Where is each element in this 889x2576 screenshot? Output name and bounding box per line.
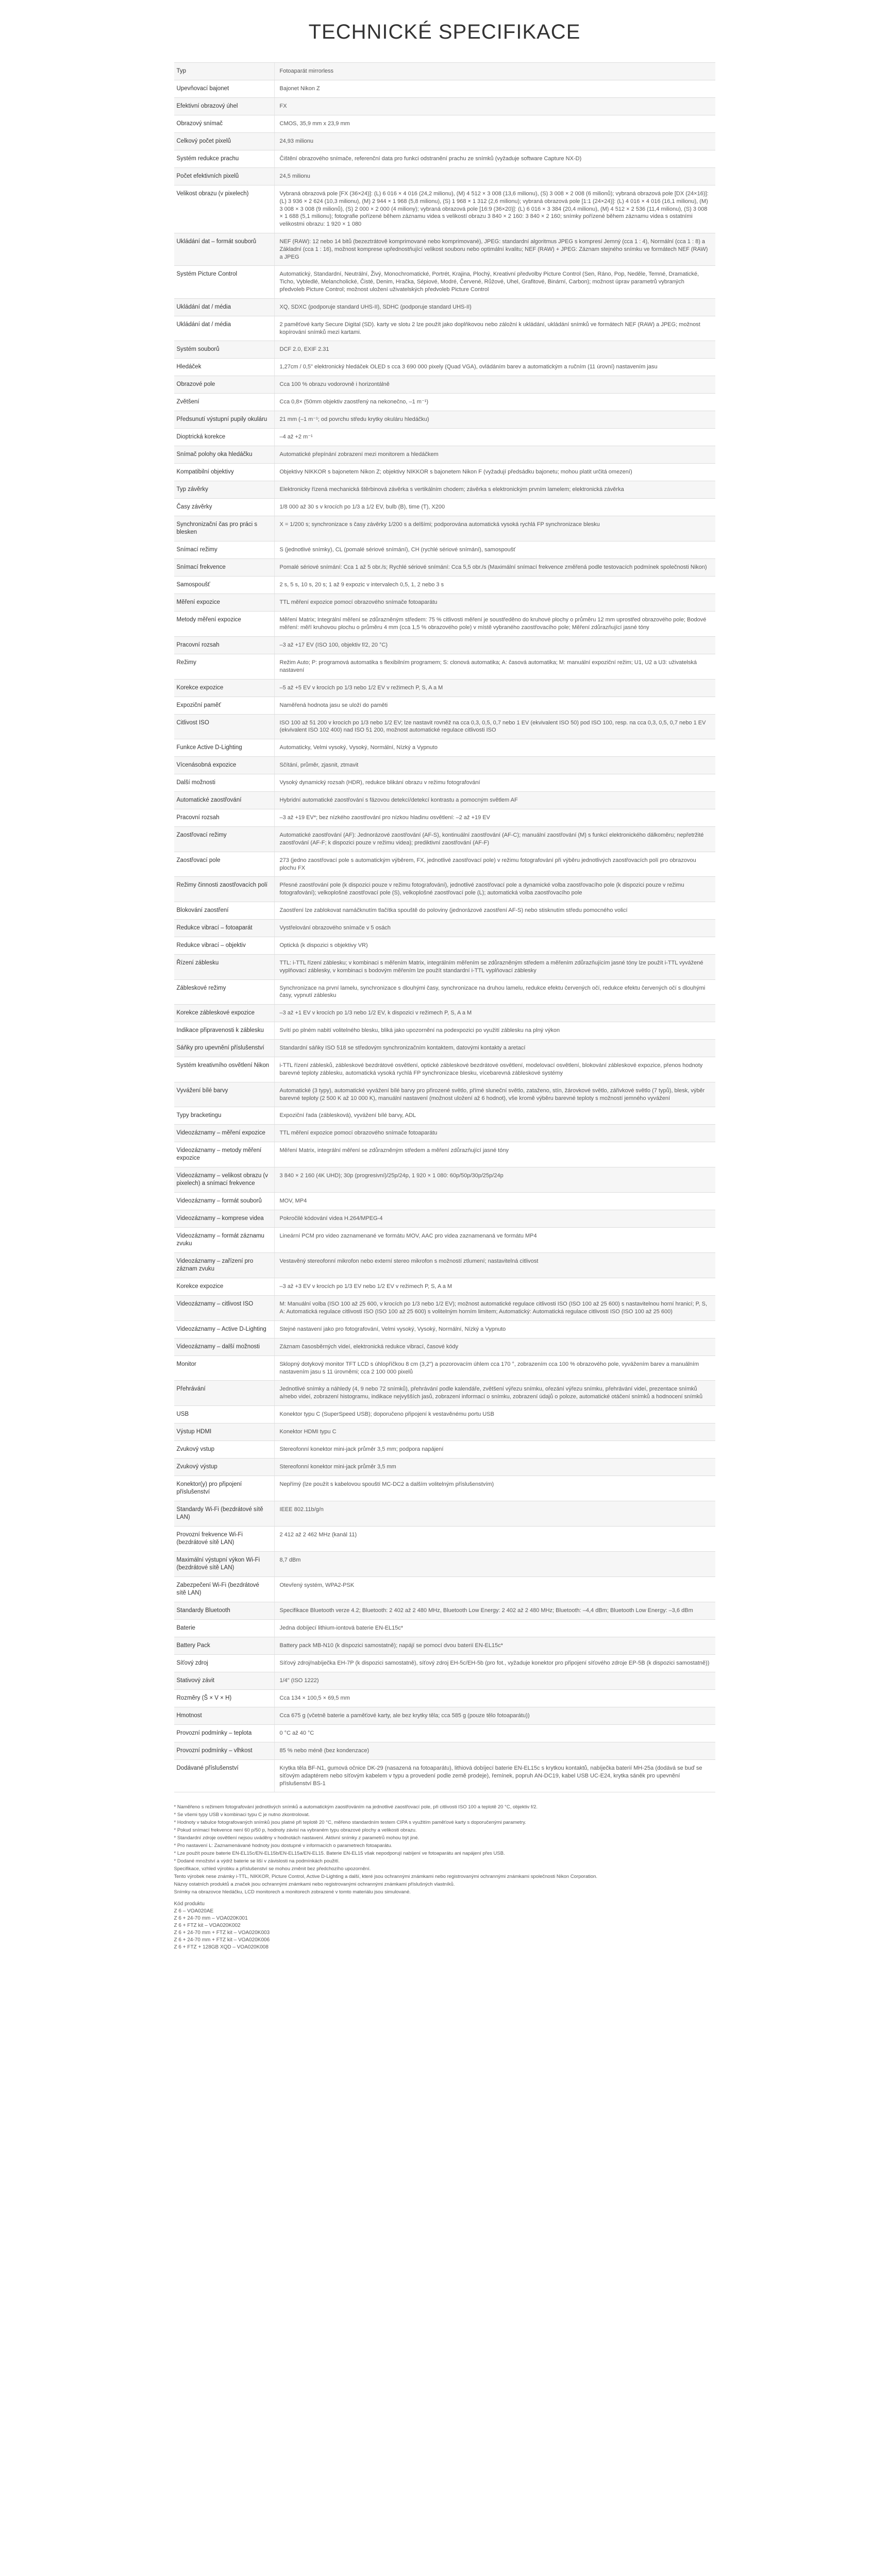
footnote: * Dodané množství a výdrž baterie se liší v závislosti na podmínkách použití. [174, 1858, 340, 1865]
spec-label: Řízení záblesku [174, 955, 275, 979]
spec-row [174, 809, 715, 827]
spec-label: Videozáznamy – formát souborů [174, 1193, 275, 1210]
spec-value: S (jednotlivé snímky), CL (pomalé sériové snímání), CH (rychlé sériové snímání), samospoušť [279, 547, 516, 553]
spec-value: Hybridní automatické zaostřování s fázovou detekcí/detekcí kontrastu a pomocným světlem AF [279, 797, 518, 804]
spec-label: Synchronizační čas pro práci s blesken [174, 516, 275, 541]
spec-row [174, 792, 715, 809]
spec-label: Systém kreativního osvětlení Nikon [174, 1057, 275, 1082]
spec-row [174, 185, 715, 233]
spec-row [174, 481, 715, 499]
spec-row [174, 1476, 715, 1501]
spec-value: Stereofonní konektor mini-jack průměr 3,5 mm [279, 1464, 396, 1470]
footnote: * Pokud snímací frekvence není 60 p/50 p, hodnoty závisí na vybraném typu obrazové plochy a velikosti obrazu. [174, 1827, 417, 1834]
spec-value: Fotoaparát mirrorless [279, 68, 334, 74]
product-code-line: Z 6 + 24-70 mm + FTZ kit – VOA020K006 [174, 1937, 270, 1943]
spec-label: Předsunutí výstupní pupily okuláru [174, 411, 275, 428]
spec-row [174, 98, 715, 115]
spec-label: Přehrávání [174, 1381, 275, 1405]
spec-label: Videozáznamy – měření expozice [174, 1125, 275, 1142]
spec-label: Korekce expozice [174, 680, 275, 697]
footnote: Specifikace, vzhled výrobku a příslušenství se mohou změnit bez předchozího upozornění. [174, 1866, 371, 1872]
footnote: * Naměřeno s režimem fotografování jednotlivých snímků a automatickým zaostřováním na jednotlivé zaostřovací pole, při citlivosti ISO 100 a teplotě 20 °C, objektiv f/2. [174, 1804, 538, 1810]
spec-label: Korekce expozice [174, 1278, 275, 1295]
spec-row [174, 1338, 715, 1356]
spec-label: Systém Picture Control [174, 266, 275, 298]
spec-label: Sáňky pro upevnění příslušenství [174, 1040, 275, 1057]
spec-label: Videozáznamy – Active D-Lighting [174, 1321, 275, 1338]
spec-label: Standardy Wi-Fi (bezdrátové sítě LAN) [174, 1501, 275, 1526]
spec-row [174, 316, 715, 342]
spec-value: Krytka těla BF-N1, gumová očnice DK-29 (nasazená na fotoaparátu), lithiová dobíjecí baterie EN-EL15c s krytkou kontaktů, nabíječka baterií MH-25a (dodává se buď se síťovým adaptérem nebo síťovým kabelem v typu a provedení podle země prodeje), řemínek, popruh AN-DC19, kabel USB UC-E24, krytka sáněk pro upevnění příslušenství BS-1 [279, 1765, 702, 1787]
spec-label: Baterie [174, 1620, 275, 1637]
spec-value: Standardní sáňky ISO 518 se středovým synchronizačním kontaktem, datovými kontakty a aretací [279, 1045, 526, 1052]
spec-label: Metody měření expozice [174, 612, 275, 636]
page-title: TECHNICKÉ SPECIFIKACE [308, 21, 581, 43]
spec-value: Jednotlivé snímky a náhledy (4, 9 nebo 72 snímků), přehrávání podle kalendáře, zvětšení výřezu snímku, ořezání výřezu snímku, přehrávání videí, prezentace snímků a/nebo videí, zobrazení histogramu, indikace nejvyšších jasů, zobrazení informací o snímku, zobrazení údajů o poloze, automatické otáčení snímků a hodnocení snímků [279, 1386, 703, 1400]
spec-row [174, 1655, 715, 1672]
spec-label: Provozní podmínky – teplota [174, 1725, 275, 1742]
spec-value: Svítí po plném nabití volitelného blesku, bliká jako upozornění na podexpozici po využití záblesku na plný výkon [279, 1027, 560, 1034]
spec-label: Režimy činnosti zaostřovacích polí [174, 877, 275, 902]
spec-row [174, 902, 715, 920]
spec-value: Automaticky, Velmi vysoký, Vysoký, Normální, Nízký a Vypnuto [279, 744, 438, 751]
spec-value: Cca 0,8× (50mm objektiv zaostřený na nekonečno, –1 m⁻¹) [279, 399, 429, 405]
spec-label: Pracovní rozsah [174, 637, 275, 654]
spec-value: Konektor HDMI typu C [279, 1429, 337, 1435]
spec-value: Měření Matrix; Integrální měření se zdůrazněným středem: 75 % citlivosti měření je soustředěno do kruhové plochy o průměru 12 mm uprostřed obrazového pole; Bodové měření: měří kruhovou plochu o průměru 4 mm (cca 1,5 % obrazového pole) v místě vybraného zaostřovacího pole; Měření zdůrazňující jasné tóny [279, 617, 707, 631]
spec-row [174, 680, 715, 697]
spec-row [174, 637, 715, 654]
spec-row [174, 341, 715, 359]
spec-value: Lineární PCM pro video zaznamenané ve formátu MOV, AAC pro videa zaznamenaná ve formátu MP4 [279, 1233, 537, 1240]
spec-row [174, 1637, 715, 1655]
spec-row [174, 168, 715, 185]
spec-row [174, 739, 715, 757]
spec-row [174, 1082, 715, 1108]
spec-row [174, 559, 715, 577]
spec-value: 1/4" (ISO 1222) [279, 1677, 319, 1684]
spec-row [174, 150, 715, 168]
spec-row [174, 1423, 715, 1441]
spec-value: Vybraná obrazová pole [FX (36×24)]: (L) 6 016 × 4 016 (24,2 milionu), (M) 4 512 × 3 008 (13,6 milionu), (S) 3 008 × 2 008 (6 milionů); vybraná obrazová pole [DX (24×16)]: (L) 3 936 × 2 624 (10,3 milionu), (M) 2 944 × 1 968 (5,8 milionu), (S) 1 968 × 1 312 (2,6 milionu); vybraná obrazová pole [1:1 (24×24)]: (L) 4 016 × 4 016 (16,1 milionu), (M) 3 008 × 3 008 (9 milionů), (S) 2 000 × 2 000 (4 miliony); vybraná obrazová pole [16:9 (36×20)]: (L) 6 016 × 3 384 (20,4 milionu), (M) 4 512 × 2 536 (11,4 milionu), (S) 3 008 × 1 688 (5,1 milionu); fotografie pořízené během záznamu videa s velikostí obrazu 3 840 × 2 160: 3 840 × 2 160; snímky pořízené během záznamu videa s ostatními velikostmi obrazu: 1 920 × 1 080 [279, 191, 709, 228]
spec-row [174, 133, 715, 150]
spec-label: Videozáznamy – metody měření expozice [174, 1142, 275, 1167]
spec-row [174, 1527, 715, 1552]
spec-row [174, 63, 715, 80]
spec-label: Kompatibilní objektivy [174, 464, 275, 481]
spec-row [174, 541, 715, 559]
spec-row [174, 1725, 715, 1742]
spec-row [174, 1253, 715, 1278]
spec-value: DCF 2.0, EXIF 2.31 [279, 346, 329, 353]
spec-row [174, 1228, 715, 1253]
spec-row [174, 1742, 715, 1760]
spec-label: Vícenásobná expozice [174, 757, 275, 774]
spec-value: XQ, SDXC (podporuje standard UHS-II), SDHC (podporuje standard UHS-II) [279, 303, 472, 310]
spec-value: Vysoký dynamický rozsah (HDR), redukce blikání obrazu v režimu fotografování [279, 779, 480, 786]
spec-row [174, 499, 715, 516]
spec-label: Obrazové pole [174, 376, 275, 393]
spec-value: Nepřímý (lze použít s kabelovou spouští MC-DC2 a dalším volitelným příslušenstvím) [279, 1481, 494, 1488]
spec-table [174, 62, 715, 1792]
spec-label: Efektivní obrazový úhel [174, 98, 275, 115]
spec-row [174, 1441, 715, 1459]
spec-label: Ukládání dat – formát souborů [174, 233, 275, 265]
spec-row [174, 115, 715, 133]
spec-row [174, 920, 715, 937]
spec-row [174, 955, 715, 980]
spec-value: 21 mm (–1 m⁻¹; od povrchu středu krytky okuláru hledáčku) [279, 416, 429, 423]
spec-value: TTL měření expozice pomocí obrazového snímače fotoaparátu [279, 1130, 438, 1137]
product-codes [174, 1901, 715, 1951]
spec-value: Expoziční řada (záblesková), vyvážení bílé barvy, ADL [279, 1112, 416, 1119]
spec-value: Záznam časosběrných videí, elektronická redukce vibrací, časové kódy [279, 1343, 459, 1350]
spec-row [174, 394, 715, 411]
spec-value: Cca 100 % obrazu vodorovně i horizontálně [279, 381, 390, 388]
spec-label: Funkce Active D-Lighting [174, 739, 275, 756]
spec-label: Provozní podmínky – vlhkost [174, 1742, 275, 1759]
footnote: * Lze použít pouze baterie EN-EL15c/EN-EL15b/EN-EL15a/EN-EL15. Baterie EN-EL15 však nepodporují nabíjení ve fotoaparátu ani napájení přes USB. [174, 1851, 505, 1857]
spec-row [174, 233, 715, 266]
spec-row [174, 877, 715, 902]
spec-value: 1,27cm / 0,5" elektronický hledáček OLED s cca 3 690 000 pixely (Quad VGA), ovládáním barev a automatickým a ručním (11 úrovní) nastavením jasu [279, 364, 658, 370]
spec-row [174, 1022, 715, 1040]
spec-label: Snímací frekvence [174, 559, 275, 576]
spec-row [174, 1356, 715, 1381]
spec-row [174, 1107, 715, 1125]
spec-label: Typ závěrky [174, 481, 275, 498]
spec-value: Cca 675 g (včetně baterie a paměťové karty, ale bez krytky těla; cca 585 g (pouze tělo fotoaparátu)) [279, 1713, 530, 1719]
spec-label: Pracovní rozsah [174, 809, 275, 826]
spec-value: Jedna dobíjecí lithium-iontová baterie EN-EL15c* [279, 1625, 404, 1632]
spec-label: USB [174, 1406, 275, 1423]
spec-label: Citlivost ISO [174, 715, 275, 739]
spec-label: Dodávané příslušenství [174, 1760, 275, 1792]
spec-row [174, 594, 715, 612]
spec-row [174, 516, 715, 541]
spec-row [174, 1707, 715, 1725]
spec-label: Počet efektivních pixelů [174, 168, 275, 185]
spec-label: Celkový počet pixelů [174, 133, 275, 150]
spec-value: ISO 100 až 51 200 v krocích po 1/3 nebo 1/2 EV; lze nastavit rovněž na cca 0,3, 0,5, 0,7 nebo 1 EV (ekvivalent ISO 50) pod ISO 100, resp. na cca 0,3, 0,5, 0,7 nebo 1 EV (ekvivalent ISO 102 400) nad ISO 51 200, možnost automatické regulace citlivosti ISO [279, 719, 706, 734]
spec-value: 24,93 milionu [279, 138, 313, 144]
spec-label: Výstup HDMI [174, 1423, 275, 1440]
spec-label: Hmotnost [174, 1707, 275, 1724]
spec-label: Zábleskové režimy [174, 980, 275, 1005]
spec-value: Sklopný dotykový monitor TFT LCD s úhlopříčkou 8 cm (3,2") a pozorovacím úhlem cca 170 °, zobrazením cca 100 % obrazového pole, vyvážením barev a manuálním nastavením jasu s 11 úrovněmi; cca 2 100 000 pixelů [279, 1361, 699, 1375]
footnote: Tento výrobek nese známky i-TTL, NIKKOR, Picture Control, Active D-Lighting a další, které jsou ochrannými známkami nebo registrovanými ochrannými známkami společnosti Nikon Corporation. [174, 1874, 598, 1880]
spec-label: Síťový zdroj [174, 1655, 275, 1672]
spec-row [174, 1501, 715, 1527]
spec-label: Typ [174, 63, 275, 80]
spec-value: 85 % nebo méně (bez kondenzace) [279, 1748, 370, 1754]
spec-label: Vyvážení bílé barvy [174, 1082, 275, 1107]
spec-label: Videozáznamy – velikost obrazu (v pixelech) a snímací frekvence [174, 1167, 275, 1192]
spec-value: Elektronicky řízená mechanická štěrbinová závěrka s vertikálním chodem; závěrka s elektronickým prvním lamelem; elektronická závěrka [279, 486, 624, 493]
spec-value: IEEE 802.11b/g/n [279, 1506, 324, 1513]
footnote: * Standardní zdroje osvětlení nejsou uváděny v hodnotách nastavení. Aktivní snímky z parametrů mohou být jiné. [174, 1835, 420, 1841]
spec-value: 24,5 milionu [279, 173, 310, 179]
spec-label: Snímací režimy [174, 541, 275, 558]
footnote: Snímky na obrazovce hledáčku, LCD monitorech a monitorech zobrazené v tomto materiálu jsou simulované. [174, 1889, 411, 1895]
spec-value: Bajonet Nikon Z [279, 86, 320, 92]
spec-row [174, 757, 715, 774]
footnotes [174, 1804, 715, 1895]
spec-value: TTL: i-TTL řízení záblesku; v kombinaci s měřením Matrix, integrálním měřením se zdůrazněným středem a měřením zdůrazňujícím jasné tóny lze použít i-TTL vyvážené vyplňovací záblesky, v kombinaci s bodovým měřením lze použít standardní i-TTL vyplňovací záblesky [279, 959, 703, 974]
spec-value: –4 až +2 m⁻¹ [279, 434, 313, 440]
spec-value: M: Manuální volba (ISO 100 až 25 600, v krocích po 1/3 nebo 1/2 EV); možnost automatické regulace citlivosti ISO (ISO 100 až 25 600) s nastavitelnou horní hranicí; P, S, A: Automatická regulace citlivosti ISO (ISO 100 až 25 600) s volitelným horním limitem; Automatický: Automatická regulace citlivosti ISO (ISO 100 až 25 600) [279, 1301, 708, 1315]
spec-value: X = 1/200 s; synchronizace s časy závěrky 1/200 s a delšími; podporována automatická vysoká rychlá FP synchronizace blesku [279, 521, 600, 528]
spec-row [174, 697, 715, 715]
spec-row [174, 1672, 715, 1690]
spec-value: i-TTL řízení záblesků, zábleskové bezdrátové osvětlení, optické zábleskové bezdrátové osvětlení, modelovací osvětlení, blokování zábleskové expozice, přenos hodnoty barevné teploty záblesku, automatická vysoká rychlá FP synchronizace blesku, vícebarevná zábleskové systémy [279, 1062, 703, 1076]
spec-label: Maximální výstupní výkon Wi-Fi (bezdrátové sítě LAN) [174, 1552, 275, 1577]
spec-row [174, 577, 715, 594]
spec-value: Cca 134 × 100,5 × 69,5 mm [279, 1695, 350, 1702]
spec-value: Vestavěný stereofonní mikrofon nebo externí stereo mikrofon s možností ztlumení; nastavitelná citlivost [279, 1258, 539, 1265]
spec-row [174, 1193, 715, 1210]
spec-value: Přesné zaostřování pole (k dispozici pouze v režimu fotografování), jednotlivé zaostřovací pole a dynamické volba zaostřovacího pole (k dispozici pouze v režimu fotografování); velkoplošné zaostřovací pole (S), velkoplošné zaostřovací pole (L); automatická volba zaostřovacího pole [279, 882, 684, 896]
spec-label: Konektor(y) pro připojení příslušenství [174, 1476, 275, 1501]
product-code-line: Z 6 + 24-70 mm – VOA020K001 [174, 1916, 248, 1922]
spec-row [174, 1690, 715, 1707]
spec-label: Systém redukce prachu [174, 150, 275, 167]
spec-label: Stativový závit [174, 1672, 275, 1689]
spec-row [174, 827, 715, 852]
product-code-line: Z 6 + 24-70 mm + FTZ kit – VOA020K003 [174, 1930, 270, 1936]
spec-label: Battery Pack [174, 1637, 275, 1654]
spec-value: Objektivy NIKKOR s bajonetem Nikon Z; objektivy NIKKOR s bajonetem Nikon F (vyžadují předsádku bajonetu; mohou platit určitá omezení) [279, 469, 632, 476]
spec-row [174, 429, 715, 446]
spec-label: Obrazový snímač [174, 115, 275, 132]
spec-value: Čištění obrazového snímače, referenční data pro funkci odstranění prachu ze snímků (vyžaduje software Capture NX-D) [279, 156, 582, 162]
spec-value: Otevřený systém, WPA2-PSK [279, 1582, 355, 1589]
spec-row [174, 299, 715, 316]
spec-value: Stejné nastavení jako pro fotografování, Velmi vysoký, Vysoký, Normální, Nízký a Vypnuto [279, 1326, 506, 1332]
spec-value: 2 paměťové karty Secure Digital (SD). karty ve slotu 2 lze použít jako doplňkovou nebo záložní k ukládání, ukládání snímků ve formátech NEF (RAW) a JPEG; možnost kopírování snímků mezi kartami. [279, 321, 700, 335]
spec-row [174, 411, 715, 429]
spec-value: –3 až +1 EV v krocích po 1/3 nebo 1/2 EV, k dispozici v režimech P, S, A a M [279, 1010, 472, 1016]
spec-value: Zaostření lze zablokovat namáčknutím tlačítka spouště do poloviny (jednorázové zaostření AF-S) nebo stisknutím středu pomocného volicí [279, 907, 628, 913]
spec-label: Ukládání dat / média [174, 299, 275, 316]
spec-label: Režimy [174, 654, 275, 679]
spec-row [174, 80, 715, 98]
spec-label: Velikost obrazu (v pixelech) [174, 185, 275, 233]
spec-value: Režim Auto; P: programová automatika s flexibilním programem; S: clonová automatika; A: časová automatika; M: manuální expoziční režim; U1, U2 a U3: uživatelská nastavení [279, 659, 697, 673]
spec-label: Dioptrická korekce [174, 429, 275, 446]
spec-value: Specifikace Bluetooth verze 4.2; Bluetooth: 2 402 až 2 480 MHz, Bluetooth Low Energy: 2 402 až 2 480 MHz; Bluetooth: –4,4 dBm; Bluetooth Low Energy: –3,6 dBm [279, 1607, 693, 1614]
spec-label: Snímač polohy oka hledáčku [174, 446, 275, 463]
spec-value: Battery pack MB-N10 (k dispozici samostatně); napájí se pomocí dvou baterií EN-EL15c* [279, 1642, 503, 1649]
spec-row [174, 464, 715, 481]
spec-value: Optická (k dispozici s objektivy VR) [279, 942, 368, 948]
spec-row [174, 1040, 715, 1057]
spec-label: Zvětšení [174, 394, 275, 411]
spec-value: Síťový zdroj/nabíječka EH-7P (k dispozici samostatně), síťový zdroj EH-5c/EH-5b (pro fot., vyžaduje konektor pro připojení síťového zdroje EP-5B (k dispozici samostatně)) [279, 1660, 710, 1667]
spec-label: Zabezpečení Wi-Fi (bezdrátové sítě LAN) [174, 1577, 275, 1602]
spec-label: Typy bracketingu [174, 1107, 275, 1124]
spec-row [174, 1602, 715, 1620]
spec-row [174, 612, 715, 637]
spec-label: Indikace připravenosti k záblesku [174, 1022, 275, 1039]
footnote: * Pro nastavení L: Zaznamenávané hodnoty jsou dostupné v informacích o parametrech fotoaparátu. [174, 1843, 393, 1849]
spec-value: 2 412 až 2 462 MHz (kanál 11) [279, 1532, 357, 1538]
spec-value: NEF (RAW): 12 nebo 14 bitů (bezeztrátově komprimované nebo komprimované), JPEG: standardní algoritmus JPEG s kompresí Jemný (cca 1 : 4), Normální (cca 1 : 8) a Základní (cca 1 : 16), možnost komprese upřednostňující velikost souboru nebo optimální kvalitu; NEF (RAW) + JPEG: Záznam stejného snímku ve formátech NEF (RAW) a JPEG [279, 238, 708, 260]
spec-value: Naměřená hodnota jasu se uloží do paměti [279, 702, 388, 708]
spec-label: Redukce vibrací – objektiv [174, 937, 275, 954]
spec-label: Standardy Bluetooth [174, 1602, 275, 1619]
spec-value: Stereofonní konektor mini-jack průměr 3,5 mm; podpora napájení [279, 1446, 444, 1453]
spec-value: –3 až +17 EV (ISO 100, objektiv f/2, 20 °C) [279, 641, 388, 648]
spec-value: 2 s, 5 s, 10 s, 20 s; 1 až 9 expozic v intervalech 0,5, 1, 2 nebo 3 s [279, 582, 444, 588]
spec-label: Blokování zaostření [174, 902, 275, 919]
spec-value: Automatický, Standardní, Neutrální, Živý, Monochromatické, Portrét, Krajina, Plochý, Kreativní předvolby Picture Control (Sen, Ráno, Pop, Neděle, Temné, Dramatické, Ticho, Vybledlé, Melancholické, Čisté, Denim, Hračka, Sépiové, Modré, Červené, Růžové, Uhel, Grafitové, Binární, Carbon); možnost úprav parametrů vybraných předvoleb Picture Control; možnost uložení uživatelských předvoleb Picture Control [279, 271, 699, 293]
spec-row [174, 1321, 715, 1338]
spec-value: 273 (jedno zaostřovací pole s automatickým výběrem, FX, jednotlivé zaostřovací pole) v režimu fotografování při výběru jednotlivých zaostřovacích polí pro obrazovou plochu FX [279, 857, 696, 871]
spec-label: Zaostřovací režimy [174, 827, 275, 852]
spec-row [174, 654, 715, 680]
spec-label: Automatické zaostřování [174, 792, 275, 809]
spec-row [174, 1406, 715, 1423]
product-code-line: Z 6 + FTZ + 128GB XQD – VOA020K008 [174, 1944, 269, 1951]
spec-label: Hledáček [174, 359, 275, 376]
spec-row [174, 1459, 715, 1476]
spec-value: –5 až +5 EV v krocích po 1/3 nebo 1/2 EV v režimech P, S, A a M [279, 684, 443, 691]
spec-label: Zvukový vstup [174, 1441, 275, 1458]
spec-label: Expoziční paměť [174, 697, 275, 714]
spec-row [174, 1057, 715, 1082]
product-code-line: Z 6 + FTZ kit – VOA020K002 [174, 1923, 241, 1929]
spec-row [174, 852, 715, 877]
spec-row [174, 1760, 715, 1792]
spec-value: FX [279, 103, 287, 109]
spec-label: Upevňovací bajonet [174, 80, 275, 97]
spec-value: Automatické (3 typy), automatické vyvážení bílé barvy pro přirozené světlo, přímé sluneční světlo, zataženo, stín, žárovkové světlo, zářivkové světlo (7 typů), blesk, výběr barevné teploty (2 500 K až 10 000 K), manuální nastavení (možnost uložení až 6 hodnot), vše kromě výběru barevné teploty s možností jemného vyvážení [279, 1087, 705, 1101]
spec-value: Pokročilé kódování videa H.264/MPEG-4 [279, 1215, 383, 1222]
spec-row [174, 1620, 715, 1637]
spec-row [174, 1210, 715, 1228]
spec-label: Zaostřovací pole [174, 852, 275, 877]
spec-row [174, 359, 715, 376]
spec-value: –3 až +19 EV*; bez nízkého zaostřování pro nízkou hladinu osvětlení: –2 až +19 EV [279, 815, 490, 821]
footnote: * Se všemi typy USB v kombinaci typu C je nutno zkontrolovat. [174, 1812, 310, 1818]
spec-row [174, 980, 715, 1005]
spec-row [174, 1142, 715, 1167]
spec-label: Korekce zábleskové expozice [174, 1005, 275, 1022]
spec-row [174, 1278, 715, 1296]
spec-label: Rozměry (Š × V × H) [174, 1690, 275, 1707]
footnote: Názvy ostatních produktů a značek jsou ochrannými známkami nebo registrovanými ochrannými známkami příslušných vlastníků. [174, 1882, 455, 1888]
spec-value: Automatické zaostřování (AF): Jednorázové zaostřování (AF-S), kontinuální zaostřování (AF-C); manuální zaostřování (M) s funkcí elektronického dálkoměru; nepřetržité zaostřování (AF-F; k dispozici pouze v režimu videa); prediktivní zaostřování (AF-F) [279, 832, 704, 846]
spec-label: Časy závěrky [174, 499, 275, 516]
spec-row [174, 1552, 715, 1577]
spec-value: Automatické přepínání zobrazení mezi monitorem a hledáčkem [279, 451, 439, 458]
spec-value: Měření Matrix, integrální měření se zdůrazněným středem a měření zdůrazňující jasné tóny [279, 1147, 509, 1154]
spec-row [174, 715, 715, 740]
spec-label: Videozáznamy – formát záznamu zvuku [174, 1228, 275, 1252]
spec-label: Další možnosti [174, 774, 275, 791]
product-code-line: Z 6 – VOA020AE [174, 1908, 214, 1914]
spec-label: Provozní frekvence Wi-Fi (bezdrátové sítě LAN) [174, 1527, 275, 1551]
spec-label: Monitor [174, 1356, 275, 1381]
spec-row [174, 1005, 715, 1022]
spec-label: Systém souborů [174, 341, 275, 358]
spec-value: 3 840 × 2 160 (4K UHD); 30p (progresivní)/25p/24p, 1 920 × 1 080: 60p/50p/30p/25p/24p [279, 1173, 504, 1179]
spec-label: Samospoušť [174, 577, 275, 594]
spec-row [174, 446, 715, 464]
spec-value: Pomalé sériové snímání: Cca 1 až 5 obr./s; Rychlé sériové snímání: Cca 5,5 obr./s (Maximální snímací frekvence změřená podle testovacích podmínek společnosti Nikon) [279, 564, 707, 571]
spec-row [174, 266, 715, 298]
spec-value: CMOS, 35,9 mm x 23,9 mm [279, 121, 350, 127]
spec-label: Videozáznamy – zařízení pro záznam zvuku [174, 1253, 275, 1278]
spec-value: 1/8 000 až 30 s v krocích po 1/3 a 1/2 EV, bulb (B), time (T), X200 [279, 504, 445, 511]
spec-value: Sčítání, průměr, zjasnit, ztmavit [279, 762, 359, 769]
product-codes-heading: Kód produktu [174, 1901, 205, 1907]
spec-label: Redukce vibrací – fotoaparát [174, 920, 275, 937]
spec-row [174, 376, 715, 394]
spec-value: Vystřelování obrazového snímače v 5 osách [279, 924, 391, 931]
spec-row [174, 937, 715, 955]
spec-value: TTL měření expozice pomocí obrazového snímače fotoaparátu [279, 599, 438, 606]
spec-row [174, 1577, 715, 1602]
spec-row [174, 1296, 715, 1321]
spec-value: 0 °C až 40 °C [279, 1730, 314, 1737]
spec-value: Konektor typu C (SuperSpeed USB); doporučeno připojení k vestavěnému portu USB [279, 1411, 494, 1418]
spec-label: Zvukový výstup [174, 1459, 275, 1476]
spec-row [174, 1125, 715, 1142]
spec-label: Měření expozice [174, 594, 275, 611]
spec-value: Synchronizace na první lamelu, synchronizace s dlouhými časy, synchronizace na druhou lamelu, redukce efektu červených očí, redukce efektu červených očí s dlouhými časy, vypnutí záblesku [279, 985, 706, 999]
spec-row [174, 1167, 715, 1193]
footnote: * Hodnoty v tabulce fotografovaných snímků jsou platné při teplotě 20 °C, měřeno standardním testem CIPA s využitím paměťové karty s doporučenými parametry. [174, 1820, 526, 1826]
spec-label: Videozáznamy – další možnosti [174, 1338, 275, 1355]
spec-label: Videozáznamy – komprese videa [174, 1210, 275, 1227]
spec-value: 8,7 dBm [279, 1557, 301, 1564]
spec-label: Ukládání dat / média [174, 316, 275, 341]
spec-value: MOV, MP4 [279, 1198, 307, 1205]
spec-row [174, 774, 715, 792]
spec-label: Videozáznamy – citlivost ISO [174, 1296, 275, 1320]
spec-row [174, 1381, 715, 1406]
spec-value: –3 až +3 EV v krocích po 1/3 EV nebo 1/2 EV v režimech P, S, A a M [279, 1283, 452, 1290]
